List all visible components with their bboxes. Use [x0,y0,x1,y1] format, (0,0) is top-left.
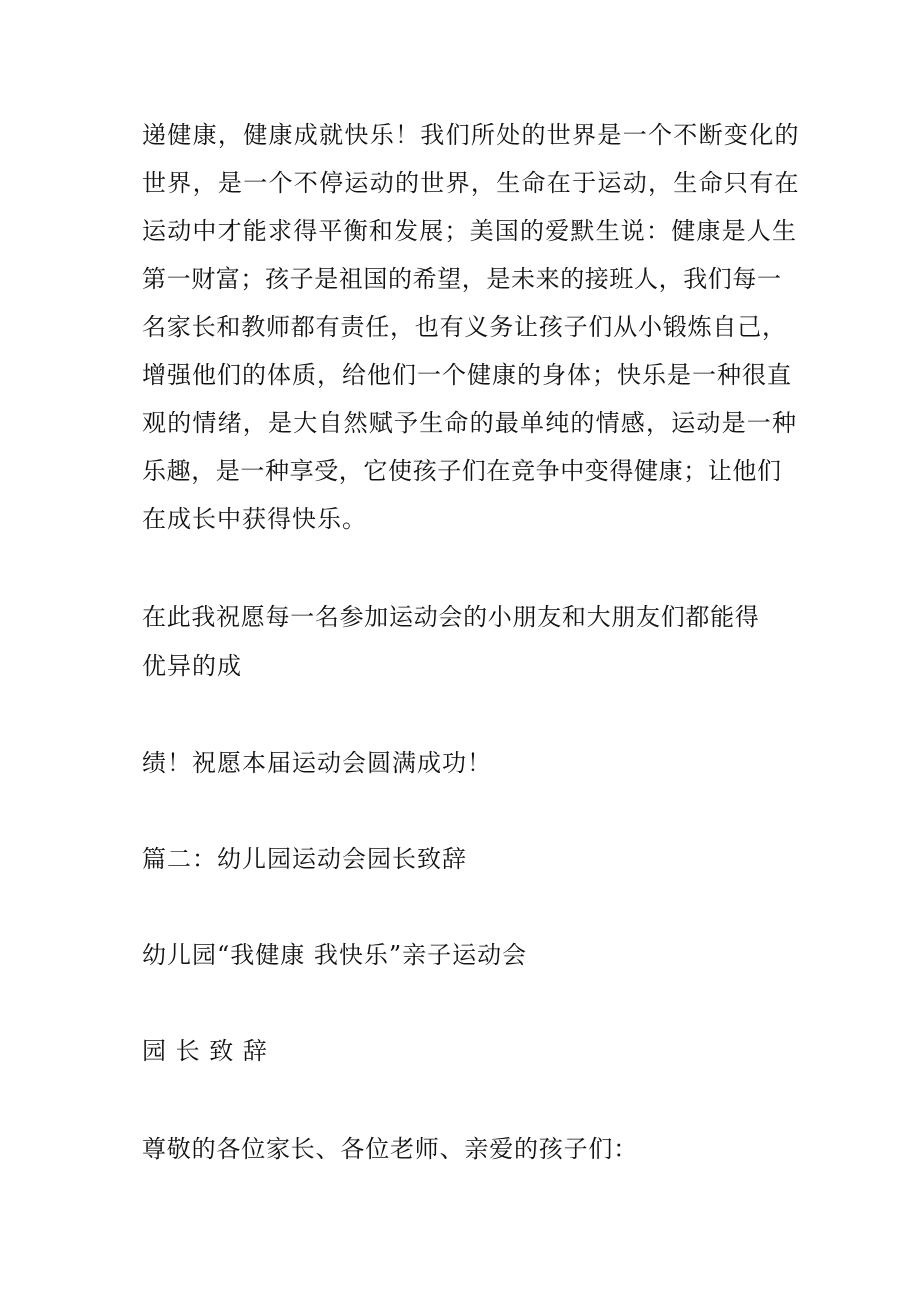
text-line: 在成长中获得快乐。 [142,505,367,533]
text-line: 第一财富；孩子是祖国的希望，是未来的接班人，我们每一 [142,265,782,293]
text-line: 乐趣，是一种享受，它使孩子们在竞争中变得健康；让他们 [142,457,782,485]
salutation: 尊敬的各位家长、各位老师、亲爱的孩子们： [142,1135,638,1163]
text-line: 增强他们的体质，给他们一个健康的身体；快乐是一种很直 [142,361,792,389]
event-title: 幼儿园“我健康 我快乐”亲子运动会 [142,941,528,969]
section-heading: 篇二：幼儿园运动会园长致辞 [142,845,467,873]
text-line: 运动中才能求得平衡和发展；美国的爱默生说：健康是人生 [142,217,798,245]
text-line: 观的情绪，是大自然赋予生命的最单纯的情感，运动是一种 [142,409,798,437]
text-line: 世界，是一个不停运动的世界，生命在于运动，生命只有在 [142,169,800,197]
text-line: 递健康，健康成就快乐！我们所处的世界是一个不断变化的 [142,121,800,149]
speech-title: 园 长 致 辞 [142,1037,268,1065]
text-line: 在此我祝愿每一名参加运动会的小朋友和大朋友们都能得 [142,603,760,631]
text-line: 名家长和教师都有责任，也有义务让孩子们从小锻炼自己， [142,313,787,341]
paragraph-closing-wish: 绩！祝愿本届运动会圆满成功！ [142,749,492,777]
text-line: 优异的成 [142,652,242,680]
